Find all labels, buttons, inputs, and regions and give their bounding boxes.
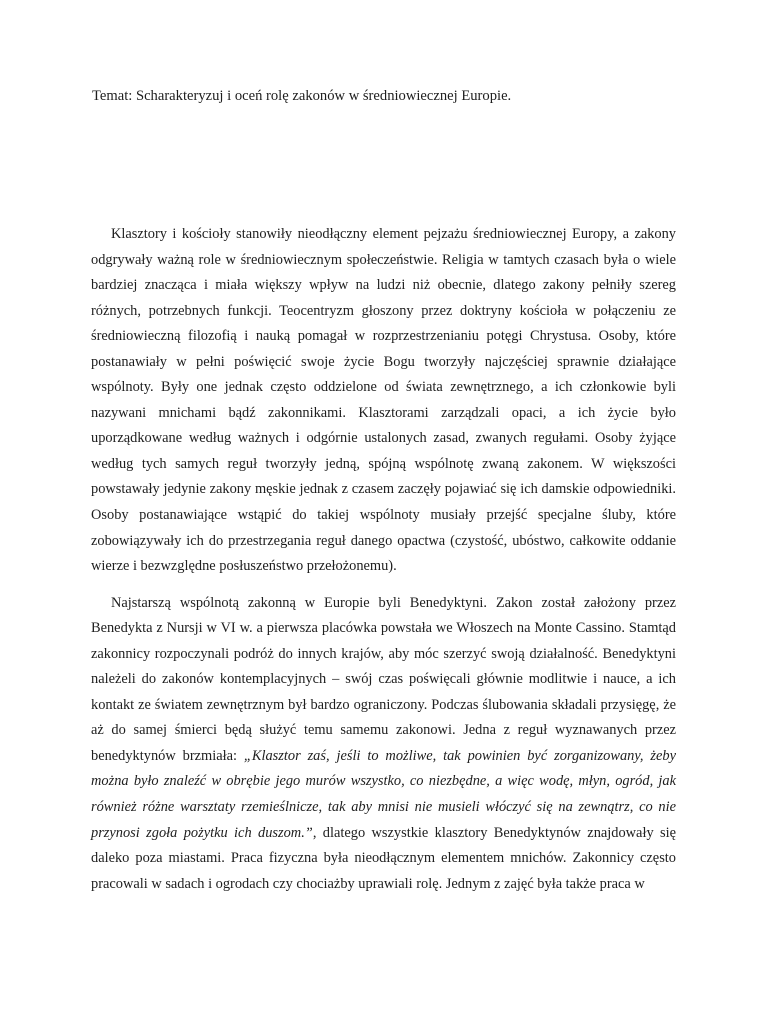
paragraph-2-text-after-quote: , dlatego wszystkie klasztory Benedyktynów znajdowały się daleko poza miastami. Praca fizyczna była nieodłącznym elementem mnichów. Zakonnicy często pracowali w sadach i ogrodach czy chociażby uprawiali rolę. Jednym z zajęć była także praca w [91,824,677,892]
paragraph-2 [91,591,676,898]
paragraph-2-text-before-quote: Najstarszą wspólnotą zakonną w Europie byli Benedyktyni. Zakon został założony przez Benedykta z Nursji w VI w. a pierwsza placówka powstała we Włoszech na Monte Cassino. Stamtąd zakonnicy rozpoczynali podróż do innych krajów, aby móc szerzyć swoją działalność. Benedyktyni należeli do zakonów kontemplacyjnych – swój czas poświęcali głównie modlitwie i nauce, a ich kontakt ze światem zewnętrznym był bardzo ograniczony. Podczas ślubowania składali przysięgę, że aż do samej śmierci będą służyć temu samemu zakonowi. Jedna z reguł wyznawanych przez benedyktynów brzmiała: [91,594,676,764]
benedictine-rule-quote: „Klasztor zaś, jeśli to możliwe, tak powinien być zorganizowany, żeby można było znaleźć w obrębie jego murów wszystko, co niezbędne, a więc wodę, młyn, ogród, jak również różne warsztaty rzemieślnicze, tak aby mnisi nie musieli włóczyć się na zewnątrz, co nie przynosi zgoła pożytku ich duszom.” [91,747,676,841]
document-body [91,222,676,897]
document-title: Temat: Scharakteryzuj i oceń rolę zakonów w średniowiecznej Europie. [92,88,512,104]
paragraph-1: Klasztory i kościoły stanowiły nieodłączny element pejzażu średniowiecznej Europy, a zakony odgrywały ważną role w średniowiecznym społeczeństwie. Religia w tamtych czasach była o wiele bardziej znacząca i miała większy wpływ na ludzi niż obecnie, dlatego zakony pełniły szereg różnych, potrzebnych funkcji. Teocentryzm głoszony przez doktryny kościoła w połączeniu ze średniowieczną filozofią i nauką pomagał w rozprzestrzenianiu potęgi Chrystusa. Osoby, które postanawiały w pełni poświęcić swoje życie Bogu tworzyły najczęściej sprawnie działające wspólnoty. Były one jednak często oddzielone od świata zewnętrznego, a ich członkowie byli nazywani mnichami bądź zakonnikami. Klasztorami zarządzali opaci, a ich życie było uporządkowane według ważnych i odgórnie ustalonych zasad, zwanych regułami. Osoby żyjące według tych samych reguł tworzyły jedną, spójną wspólnotę zwaną zakonem. W większości powstawały jedynie zakony męskie jednak z czasem zaczęły pojawiać się ich damskie odpowiedniki. Osoby postanawiające wstąpić do takiej wspólnoty musiały przejść specjalne śluby, które zobowiązywały ich do przestrzegania reguł danego opactwa (czystość, ubóstwo, całkowite oddanie wierze i bezwzględne posłuszeństwo przełożonemu). [91,226,676,575]
